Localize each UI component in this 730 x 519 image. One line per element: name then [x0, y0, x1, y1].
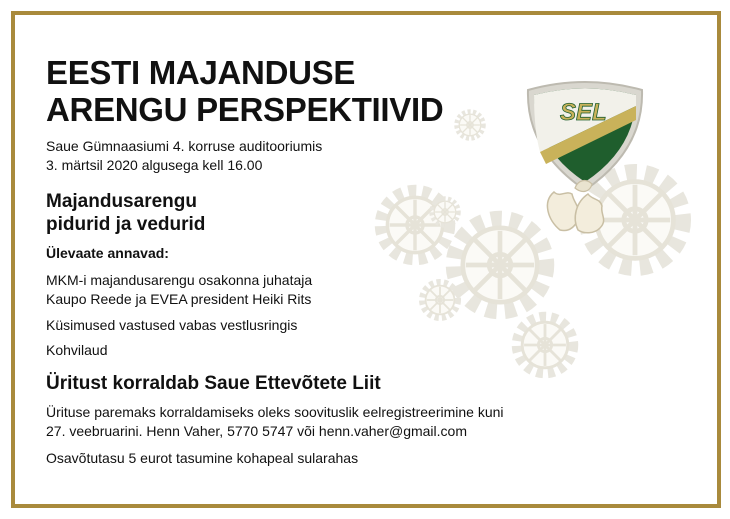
topic-line-2: pidurid ja vedurid — [46, 214, 206, 235]
qa-text: Küsimused vastused vabas vestlusringis — [46, 317, 298, 333]
speakers-line-1: MKM-i majandusarengu osakonna juhataja — [46, 272, 313, 288]
registration-line-2: 27. veebruarini. Henn Vaher, 5770 5747 või henn.vaher@gmail.com — [46, 423, 467, 439]
sel-emblem — [520, 80, 650, 245]
organizer-heading: Üritust korraldab Saue Ettevõtete Liit — [46, 373, 381, 394]
topic-heading — [46, 190, 205, 236]
page-title — [46, 54, 443, 128]
title-line-1: EESTI MAJANDUSE — [46, 54, 356, 91]
gear-icon — [457, 112, 484, 139]
title-line-2: ARENGU PERSPEKTIIVID — [46, 91, 444, 128]
speakers-line-2: Kaupo Reede ja EVEA president Heiki Rits — [46, 291, 312, 307]
logo-text: SEL — [560, 99, 607, 126]
registration-line-1: Ürituse paremaks korraldamiseks oleks soovituslik eelregistreerimine kuni — [46, 404, 504, 420]
topic-line-1: Majandusarengu — [46, 191, 197, 212]
coffee-text: Kohvilaud — [46, 342, 108, 358]
shield-logo-icon — [528, 82, 642, 190]
venue-text: Saue Gümnaasiumi 4. korruse auditooriumis — [46, 138, 323, 154]
date-time-text: 3. märtsil 2020 algusega kell 16.00 — [46, 157, 263, 173]
gear-icon — [517, 317, 574, 374]
gear-icon — [422, 282, 458, 318]
oak-leaf-icon — [547, 181, 603, 233]
fee-text: Osavõtutasu 5 eurot tasumine kohapeal sularahas — [46, 450, 359, 466]
overview-heading: Ülevaate annavad: — [46, 245, 169, 261]
